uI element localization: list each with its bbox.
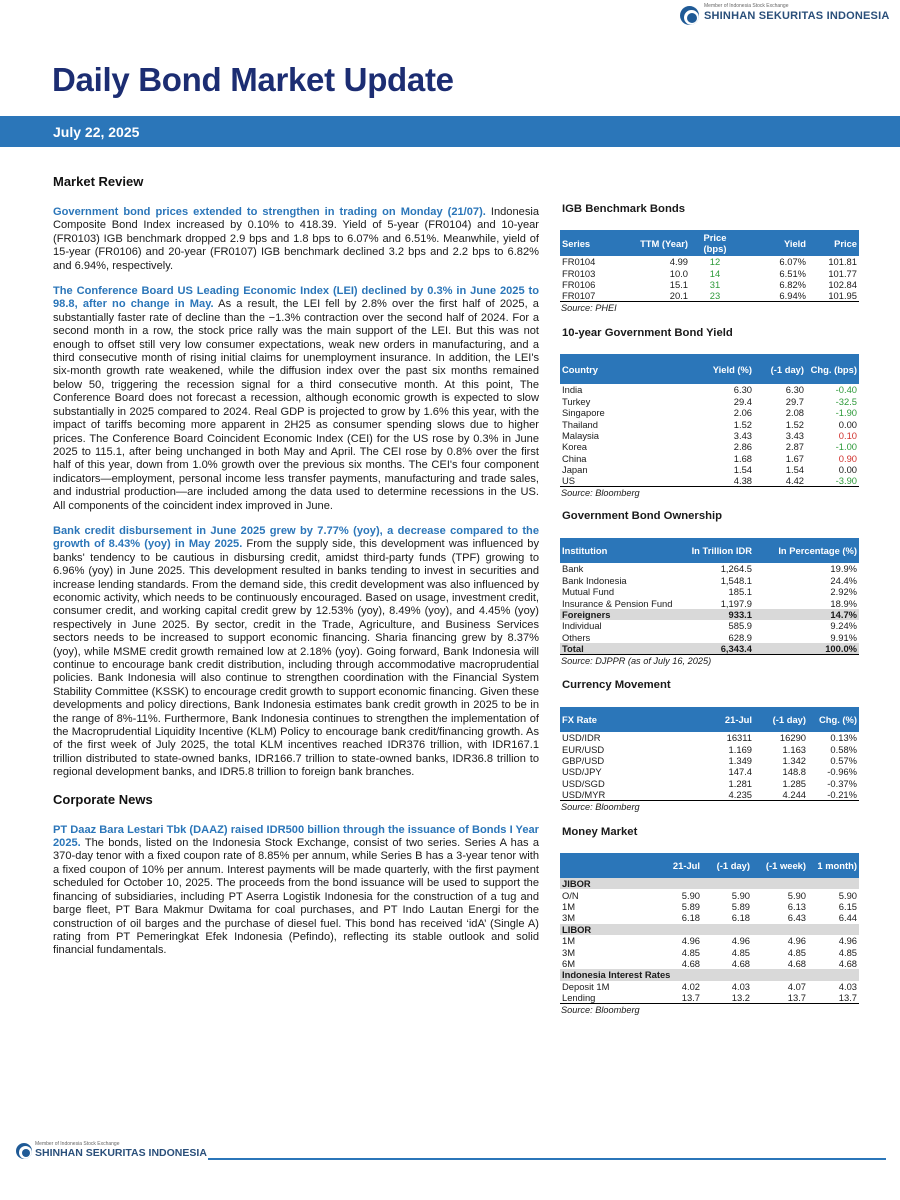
table-cell: 4.68	[787, 957, 806, 969]
table-cell: Turkey	[562, 395, 591, 407]
table-cell: 2.08	[785, 407, 804, 419]
group-header-row	[560, 924, 859, 935]
table-row	[560, 620, 859, 631]
table-cell: 4.42	[754, 475, 806, 487]
table-cell: 2.87	[785, 441, 804, 453]
col-header: (-1 day)	[754, 707, 808, 732]
table-cell: 4.38	[660, 475, 754, 487]
table-row	[560, 946, 859, 957]
table-header-row	[560, 707, 859, 732]
table-row	[560, 901, 859, 912]
table-cell: 148.8	[782, 766, 806, 778]
table-cell: 1.349	[728, 755, 752, 766]
table-row	[560, 755, 859, 766]
col-header: (-1 week)	[752, 853, 808, 878]
table-cell: 1,264.5	[720, 563, 752, 575]
paragraph-text: As a result, the LEI fell by 2.8% over the first half of 2025, a substantially faster rate of decline than the −1.3% contraction over the second half of 2024. For a second month in a row, the stock price rally was the main support of the LEI. But this was not enough to offset still very low consumer expectations, weak new orders in manufacturing, and a third consecutive month of rising initial claims for unemployment insurance. In addition, the LEI's six-month growth rate weakened, while the diffusion index over the past six months remained below 50, triggering the recession signal for a third consecutive month. At this point, The Conference Board does not forecast a recession, although economic growth is expected to slow substantially in 2025 compared to 2024. Real GDP is projected to grow by 1.6% this year, with the impact of tariffs becoming more apparent in 2H25 as consumer spending slows due to higher prices. The Conference Board Coincident Economic Index (CEI) for the US rose by 0.3% in June 2025 to 115.1, after being unchanged in both May and April. The CEI rose by 0.8% over the first half of this year, down from 1.0% growth over the previous six months. The CEI's four component indicators—employment, personal income less transfer payments, manufacturing and trade sales, and industrial production—are included among the data used to determine recessions in the US. All components of the coincident index improved in June.	[53, 298, 539, 512]
logo-tagline: Member of Indonesia Stock Exchange	[704, 3, 789, 9]
table-cell: 29.7	[785, 395, 804, 407]
table-cell: Individual	[562, 620, 602, 632]
table-cell: FR0103	[562, 267, 596, 279]
table-cell: 1.52	[733, 418, 752, 430]
table-row	[560, 778, 859, 789]
table-cell: 6,343.4	[680, 643, 754, 655]
group-header-row	[560, 878, 859, 889]
paragraph-highlight: Bank credit disbursement in June 2025 grew by 7.77% (yoy), a decrease compared to the growth of 8.43% (yoy) in May 2025.	[53, 524, 539, 551]
table-cell: 4.96	[681, 935, 700, 947]
table-cell: Korea	[562, 441, 588, 453]
table-row	[560, 981, 859, 992]
table-row	[560, 453, 859, 464]
table-row	[560, 441, 859, 452]
table-cell: -1.90	[835, 407, 857, 419]
table-cell: 23	[690, 290, 740, 302]
table-cell: 4.99	[669, 256, 688, 268]
table-cell: 0.10	[838, 429, 857, 441]
page-title: Daily Bond Market Update	[52, 61, 454, 98]
table-cell: 933.1	[680, 609, 754, 620]
col-header: Price (bps)	[690, 230, 740, 256]
table-cell: 1.67	[785, 452, 804, 464]
col-header: In Trillion IDR	[680, 538, 754, 563]
yield-source: Source: Bloomberg	[561, 488, 640, 499]
table-cell: 100.0%	[754, 643, 859, 655]
table-header-row	[560, 853, 859, 878]
table-cell: -1.00	[835, 441, 857, 453]
left-column	[53, 174, 539, 970]
table-cell: Total	[560, 643, 680, 655]
currency-source: Source: Bloomberg	[561, 801, 640, 812]
table-cell: 4.96	[787, 935, 806, 947]
table-cell: 1M	[562, 900, 576, 912]
table-cell: China	[562, 452, 587, 464]
table-row	[560, 597, 859, 608]
table-cell: 5.89	[681, 900, 700, 912]
table-cell: 1.68	[733, 452, 752, 464]
table-row	[560, 575, 859, 586]
table-cell: 3M	[562, 912, 576, 924]
table-cell: 1.169	[728, 743, 752, 755]
table-cell: 6.18	[731, 912, 750, 924]
paragraph-highlight: Government bond prices extended to strengthen in trading on Monday (21/07).	[53, 206, 486, 218]
paragraph-text: From the supply side, this development was influenced by banks' tendency to be cautious in disbursing credit, amidst third-party funds (TPF) growing to 6.96% (yoy) in June 2025. This development resulted in banks tending to invest in securities and increase lending standards. From the demand side, this credit development was also influenced by economic activity, which needs to be continuously encouraged. Based on usage, investment credit, consumer credit, and working capital credit grew by 12.53% (yoy), 8.49% (yoy), and 4.45% (yoy) respectively in June 2025. By sector, credit in the Trade, Agriculture, and Business Services sectors needs to be increased to support economic financing. Sharia financing grew by 8.37% (yoy), while MSME credit growth remained low at 2.18% (yoy). Going forward, Bank Indonesia will continue to encourage bank credit distribution, including through accommodative macroprudential policies. Bank Indonesia will also continue to strengthen coordination with the Financial System Stability Committee (KSSK) to encourage credit growth to support economic financing. Given these developments and policy directions, Bank Indonesia estimates bank credit growth in 2025 to be in the range of 8%-11%. Furthermore, Bank Indonesia continues to strengthen the implementation of the Macroprudential Liquidity Incentive (KLM) Policy to encourage bank credit/financing growth. As of the first week of July 2025, the total KLM incentives reached IDR376 trillion, with IDR167.1 trillion distributed to state-owned banks, IDR166.7 trillion to state-owned banks, IDR36.8 trillion to regional development banks, and IDR5.8 trillion to foreign bank branches.	[53, 538, 539, 779]
table-cell: 0.13%	[830, 732, 857, 744]
table-cell: 10.0	[669, 267, 688, 279]
table-cell: EUR/USD	[562, 743, 605, 755]
table-cell: USD/JPY	[562, 766, 602, 778]
table-cell: 1.54	[733, 464, 752, 476]
table-row	[560, 586, 859, 597]
table-cell: 13.7	[808, 992, 859, 1004]
table-header-row	[560, 538, 859, 563]
table-row	[560, 279, 859, 290]
paragraph-text: The bonds, listed on the Indonesia Stock Exchange, consist of two series. Series A has a 370-day tenor with a fixed coupon rate of 8.85% per annum, while Series B has a 3-year tenor with a fixed coupon of 10% per annum. Interest payments will be made quarterly, with the first payment scheduled for October 10, 2025. The proceeds from the bond issuance will be used to support the financing of subsidiaries, including PT Aserra Logistik Indonesia for the construction of a tug and barge fleet, PT Bara Makmur Dwitama for coal purchases, and PT Indo Lautan Energi for the construction of oil barges and the purchase of diesel fuel. This bond has received ‘idA’ (Single A) rating from PT Pemeringkat Efek Indonesia (Pefindo), reflecting its stable outlook and solid financial fundamentals.	[53, 837, 539, 957]
table-row	[560, 732, 859, 743]
table-cell: 6.82%	[779, 278, 806, 290]
table-row	[560, 430, 859, 441]
table-cell: USD/IDR	[562, 732, 601, 744]
table-row	[560, 464, 859, 475]
table-cell: 6.30	[733, 384, 752, 396]
right-column	[560, 203, 859, 1015]
logo-name: SHINHAN SEKURITAS INDONESIA	[704, 10, 890, 22]
table-row	[560, 256, 859, 267]
table-cell: 6.18	[681, 912, 700, 924]
table-cell: India	[562, 384, 583, 396]
table-cell: -3.90	[806, 475, 859, 487]
table-cell: 4.68	[731, 957, 750, 969]
table-cell: 6.13	[787, 900, 806, 912]
table-cell: Lending	[560, 992, 650, 1004]
table-cell: 3.43	[733, 429, 752, 441]
table-cell: 0.58%	[830, 743, 857, 755]
col-header: Series	[560, 230, 638, 256]
currency-table-title: Currency Movement	[562, 679, 671, 692]
table-cell: 19.9%	[830, 563, 857, 575]
paragraph-text: Indonesia Composite Bond Index increased by 0.10% to 418.39. Yield of 5-year (FR0104) and 10-year (FR0103) IGB benchmark dropped 2.9 bps and 1.8 bps to 6.07% and 6.51%. Meanwhile, yield of 15-year (FR0106) and 20-year (FR0107) IGB benchmark declined 3.2 bps and 2.2 bps to 6.82% and 6.94%, respectively.	[53, 206, 539, 272]
table-cell: 0.00	[838, 464, 857, 476]
table-cell: 6.94%	[740, 290, 808, 302]
col-header: 1 month)	[808, 853, 859, 878]
table-cell: 3M	[562, 946, 576, 958]
table-row	[560, 407, 859, 418]
shinhan-logo-icon	[680, 6, 699, 25]
table-cell: 13.7	[650, 992, 702, 1004]
table-cell: 101.81	[828, 256, 857, 268]
table-cell: FR0107	[560, 290, 638, 302]
table-cell: 4.235	[680, 789, 754, 801]
table-cell: -32.5	[835, 395, 857, 407]
table-row	[560, 609, 859, 620]
table-row	[560, 563, 859, 574]
table-cell: 13.7	[752, 992, 808, 1004]
col-header: FX Rate	[560, 707, 680, 732]
table-cell: 4.07	[787, 980, 806, 992]
money-source: Source: Bloomberg	[561, 1004, 640, 1015]
group-label: Indonesia Interest Rates	[560, 969, 859, 980]
brand-logo-bottom	[16, 1141, 207, 1163]
table-cell: 20.1	[638, 290, 690, 302]
table-cell: 5.90	[681, 889, 700, 901]
table-row	[560, 766, 859, 777]
table-cell: 1.163	[782, 743, 806, 755]
table-cell: -0.21%	[808, 789, 859, 801]
table-cell: 31	[709, 278, 721, 290]
currency-table	[560, 707, 859, 801]
col-header: In Percentage (%)	[754, 538, 859, 563]
table-cell: Deposit 1M	[562, 980, 610, 992]
col-header: Chg. (bps)	[806, 354, 859, 384]
table-cell: 4.03	[731, 980, 750, 992]
yield-table	[560, 354, 859, 487]
table-cell: 4.03	[838, 980, 857, 992]
col-header: Yield	[740, 230, 808, 256]
table-cell: 4.68	[838, 957, 857, 969]
table-cell: 628.9	[728, 631, 752, 643]
col-header: (-1 day)	[754, 354, 806, 384]
table-cell: 15.1	[669, 278, 688, 290]
col-header: (-1 day)	[702, 853, 752, 878]
money-table-title: Money Market	[562, 825, 638, 838]
group-header-row	[560, 969, 859, 980]
table-cell: -0.37%	[827, 777, 857, 789]
table-cell: 6.43	[787, 912, 806, 924]
table-cell: 4.96	[838, 935, 857, 947]
logo-name: SHINHAN SEKURITAS INDONESIA	[35, 1147, 207, 1159]
money-table	[560, 853, 859, 1004]
table-cell: Singapore	[562, 407, 605, 419]
table-cell: 6.07%	[779, 256, 806, 268]
col-header: Price	[808, 230, 859, 256]
table-cell: 4.85	[787, 946, 806, 958]
table-cell: Japan	[562, 464, 588, 476]
table-header-row	[560, 354, 859, 384]
table-cell: 4.96	[731, 935, 750, 947]
total-row	[560, 643, 859, 655]
table-cell: O/N	[562, 889, 579, 901]
table-cell: Bank Indonesia	[562, 574, 627, 586]
table-cell: 147.4	[728, 766, 752, 778]
table-cell: FR0106	[562, 278, 596, 290]
table-header-row	[560, 230, 859, 256]
table-cell: 101.95	[808, 290, 859, 302]
table-cell: 18.9%	[830, 597, 857, 609]
table-cell: 14	[709, 267, 721, 279]
table-cell: 5.90	[838, 889, 857, 901]
table-row	[560, 267, 859, 278]
market-review-paragraph-3	[53, 525, 539, 780]
table-cell: 2.92%	[830, 586, 857, 598]
table-cell: 4.85	[681, 946, 700, 958]
ownership-table	[560, 538, 859, 655]
table-cell: 5.90	[787, 889, 806, 901]
igb-table-title: IGB Benchmark Bonds	[562, 203, 686, 215]
table-row	[560, 384, 859, 395]
table-cell: 4.85	[838, 946, 857, 958]
table-row	[560, 912, 859, 923]
brand-logo-top	[680, 3, 895, 25]
table-row	[560, 958, 859, 969]
table-cell: 101.77	[828, 267, 857, 279]
table-cell: 4.68	[681, 957, 700, 969]
table-cell: 29.4	[733, 395, 752, 407]
col-header: Chg. (%)	[808, 707, 859, 732]
table-cell: 9.24%	[830, 620, 857, 632]
ownership-source: Source: DJPPR (as of July 16, 2025)	[561, 656, 712, 667]
table-cell: 1.281	[728, 777, 752, 789]
table-cell: US	[560, 475, 660, 487]
table-cell: 13.2	[702, 992, 752, 1004]
paragraph-highlight: The Conference Board US Leading Economic Index (LEI) declined by 0.3% in June 2025 to 98.8, after no change in May.	[53, 285, 539, 311]
table-cell: 4.244	[754, 789, 808, 801]
col-header: Institution	[560, 538, 680, 563]
table-cell: 5.90	[731, 889, 750, 901]
table-cell: -0.96%	[827, 766, 857, 778]
table-cell: 585.9	[728, 620, 752, 632]
col-header: TTM (Year)	[638, 230, 690, 256]
table-row	[560, 935, 859, 946]
table-cell: 1.342	[782, 755, 806, 766]
table-cell: Bank	[562, 563, 584, 575]
table-cell: USD/MYR	[560, 789, 680, 801]
table-cell: Others	[562, 631, 591, 643]
market-review-title: Market Review	[53, 174, 144, 189]
table-row	[560, 632, 859, 643]
table-cell: 6.15	[838, 900, 857, 912]
table-cell: Thailand	[562, 418, 598, 430]
table-cell: 12	[709, 256, 721, 268]
table-cell: 9.91%	[830, 631, 857, 643]
table-cell: 1.285	[782, 777, 806, 789]
table-row	[560, 992, 859, 1004]
table-cell: Insurance & Pension Fund	[562, 597, 673, 609]
table-cell: 6M	[562, 957, 576, 969]
shinhan-logo-icon	[16, 1143, 32, 1159]
market-review-paragraph-1	[53, 206, 539, 273]
table-cell: 1M	[562, 935, 576, 947]
table-cell: Mutual Fund	[562, 586, 615, 598]
yield-table-title: 10-year Government Bond Yield	[562, 327, 733, 340]
table-cell: FR0104	[562, 256, 596, 268]
table-row	[560, 290, 859, 302]
table-cell: Foreigners	[560, 609, 680, 620]
corporate-news-title: Corporate News	[53, 791, 153, 807]
table-cell: USD/SGD	[562, 777, 605, 789]
table-cell: 6.30	[785, 384, 804, 396]
market-review-paragraph-2	[53, 285, 539, 513]
table-row	[560, 743, 859, 754]
col-header: 21-Jul	[680, 707, 754, 732]
paragraph-highlight: PT Daaz Bara Lestari Tbk (DAAZ) raised IDR500 billion through the issuance of Bonds I Year 2025.	[53, 823, 539, 850]
table-cell: 1.54	[785, 464, 804, 476]
table-cell: 1,548.1	[720, 574, 752, 586]
table-row	[560, 789, 859, 801]
table-cell: 24.4%	[830, 574, 857, 586]
group-label: LIBOR	[560, 924, 859, 935]
ownership-table-title: Government Bond Ownership	[562, 510, 723, 523]
table-row	[560, 475, 859, 487]
table-cell: 0.00	[838, 418, 857, 430]
report-date: July 22, 2025	[53, 124, 140, 140]
table-cell: 102.84	[828, 278, 857, 290]
table-cell: 2.86	[733, 441, 752, 453]
table-cell: GBP/USD	[562, 755, 605, 766]
table-cell: 16311	[726, 732, 752, 744]
date-bar	[0, 116, 900, 147]
table-cell: 185.1	[728, 586, 752, 598]
table-row	[560, 396, 859, 407]
table-cell: 0.90	[838, 452, 857, 464]
table-cell: 3.43	[785, 429, 804, 441]
table-cell: 2.06	[733, 407, 752, 419]
table-cell: 6.44	[838, 912, 857, 924]
corporate-news-paragraph-1	[53, 824, 539, 958]
table-cell: 0.57%	[830, 755, 857, 766]
col-header: 21-Jul	[650, 853, 702, 878]
table-cell: -0.40	[835, 384, 857, 396]
table-cell: Malaysia	[562, 429, 599, 441]
table-row	[560, 889, 859, 900]
table-cell: 1,197.9	[720, 597, 752, 609]
footer-divider	[208, 1158, 886, 1160]
table-cell: 14.7%	[754, 609, 859, 620]
table-cell: 4.85	[731, 946, 750, 958]
table-cell: 4.02	[681, 980, 700, 992]
table-row	[560, 418, 859, 429]
col-header	[560, 853, 650, 878]
table-cell: 6.51%	[779, 267, 806, 279]
col-header: Yield (%)	[660, 354, 754, 384]
group-label: JIBOR	[560, 878, 859, 889]
col-header: Country	[560, 354, 660, 384]
logo-tagline: Member of Indonesia Stock Exchange	[35, 1141, 120, 1147]
table-cell: 5.89	[731, 900, 750, 912]
table-cell: 1.52	[785, 418, 804, 430]
igb-source: Source: PHEI	[561, 303, 617, 314]
igb-table	[560, 230, 859, 302]
table-cell: 16290	[779, 732, 806, 744]
